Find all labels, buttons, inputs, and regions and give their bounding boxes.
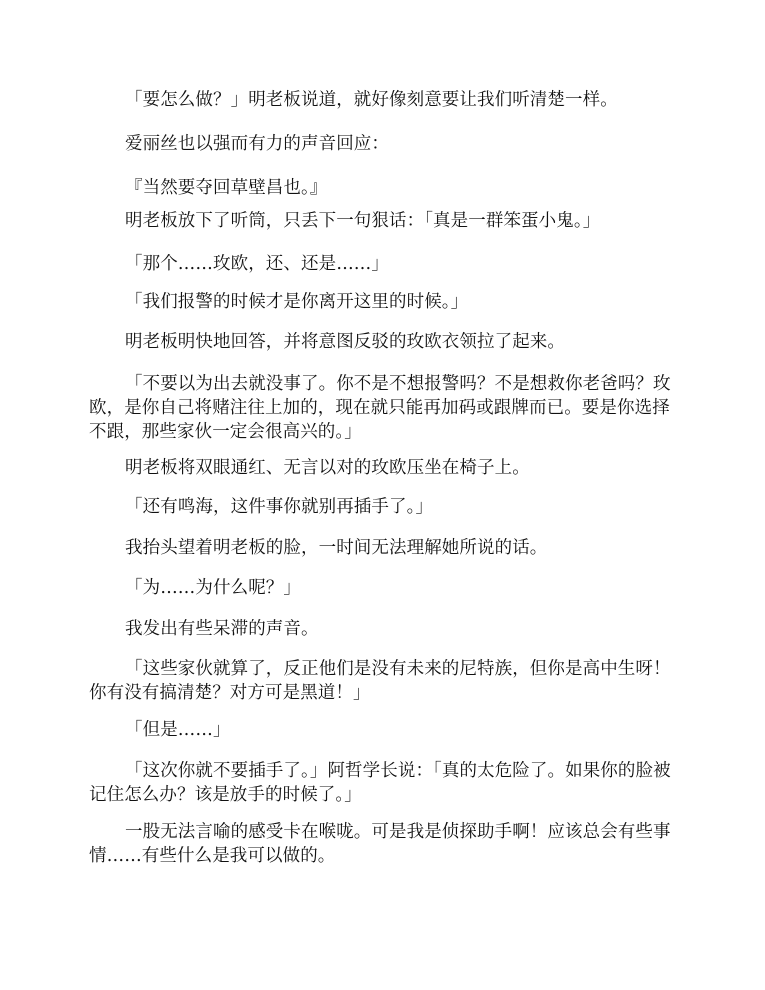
paragraph-17: 一股无法言喻的感受卡在喉咙。可是我是侦探助手啊！应该总会有些事情……有些什么是我可以做的。 — [89, 822, 671, 866]
paragraph-10: 「还有鸣海，这件事你就别再插手了。」 — [125, 497, 434, 517]
paragraph-9: 明老板将双眼通红、无言以对的玫欧压坐在椅子上。 — [125, 458, 530, 478]
paragraph-16: 「这次你就不要插手了。」阿哲学长说：「真的太危险了。如果你的脸被记住怎么办？该是放手的时候了。」 — [89, 761, 671, 805]
paragraph-2: 爱丽丝也以强而有力的声音回应： — [125, 134, 389, 154]
paragraph-3: 『当然要夺回草壁昌也。』 — [125, 178, 328, 198]
paragraph-6: 「我们报警的时候才是你离开这里的时候。」 — [125, 292, 469, 312]
paragraph-14: 「这些家伙就算了，反正他们是没有未来的尼特族，但你是高中生呀！你有没有搞清楚？对方可是黑道！」 — [89, 659, 671, 703]
paragraph-8: 「不要以为出去就没事了。你不是不想报警吗？不是想救你老爸吗？玫欧，是你自己将赌注往上加的，现在就只能再加码或跟牌而已。要是你选择不跟，那些家伙一定会很高兴的。」 — [89, 374, 671, 442]
paragraph-5: 「那个……玫欧，还、还是……」 — [125, 254, 389, 274]
paragraph-12: 「为……为什么呢？」 — [125, 578, 301, 598]
paragraph-4: 明老板放下了听筒，只丢下一句狠话：「真是一群笨蛋小鬼。」 — [125, 211, 601, 231]
paragraph-7: 明老板明快地回答，并将意图反驳的玫欧衣领拉了起来。 — [125, 332, 565, 352]
paragraph-13: 我发出有些呆滞的声音。 — [125, 619, 319, 639]
paragraph-1: 「要怎么做？」明老板说道，就好像刻意要让我们听清楚一样。 — [125, 90, 618, 110]
paragraph-15: 「但是……」 — [125, 720, 231, 740]
paragraph-11: 我抬头望着明老板的脸，一时间无法理解她所说的话。 — [125, 538, 548, 558]
